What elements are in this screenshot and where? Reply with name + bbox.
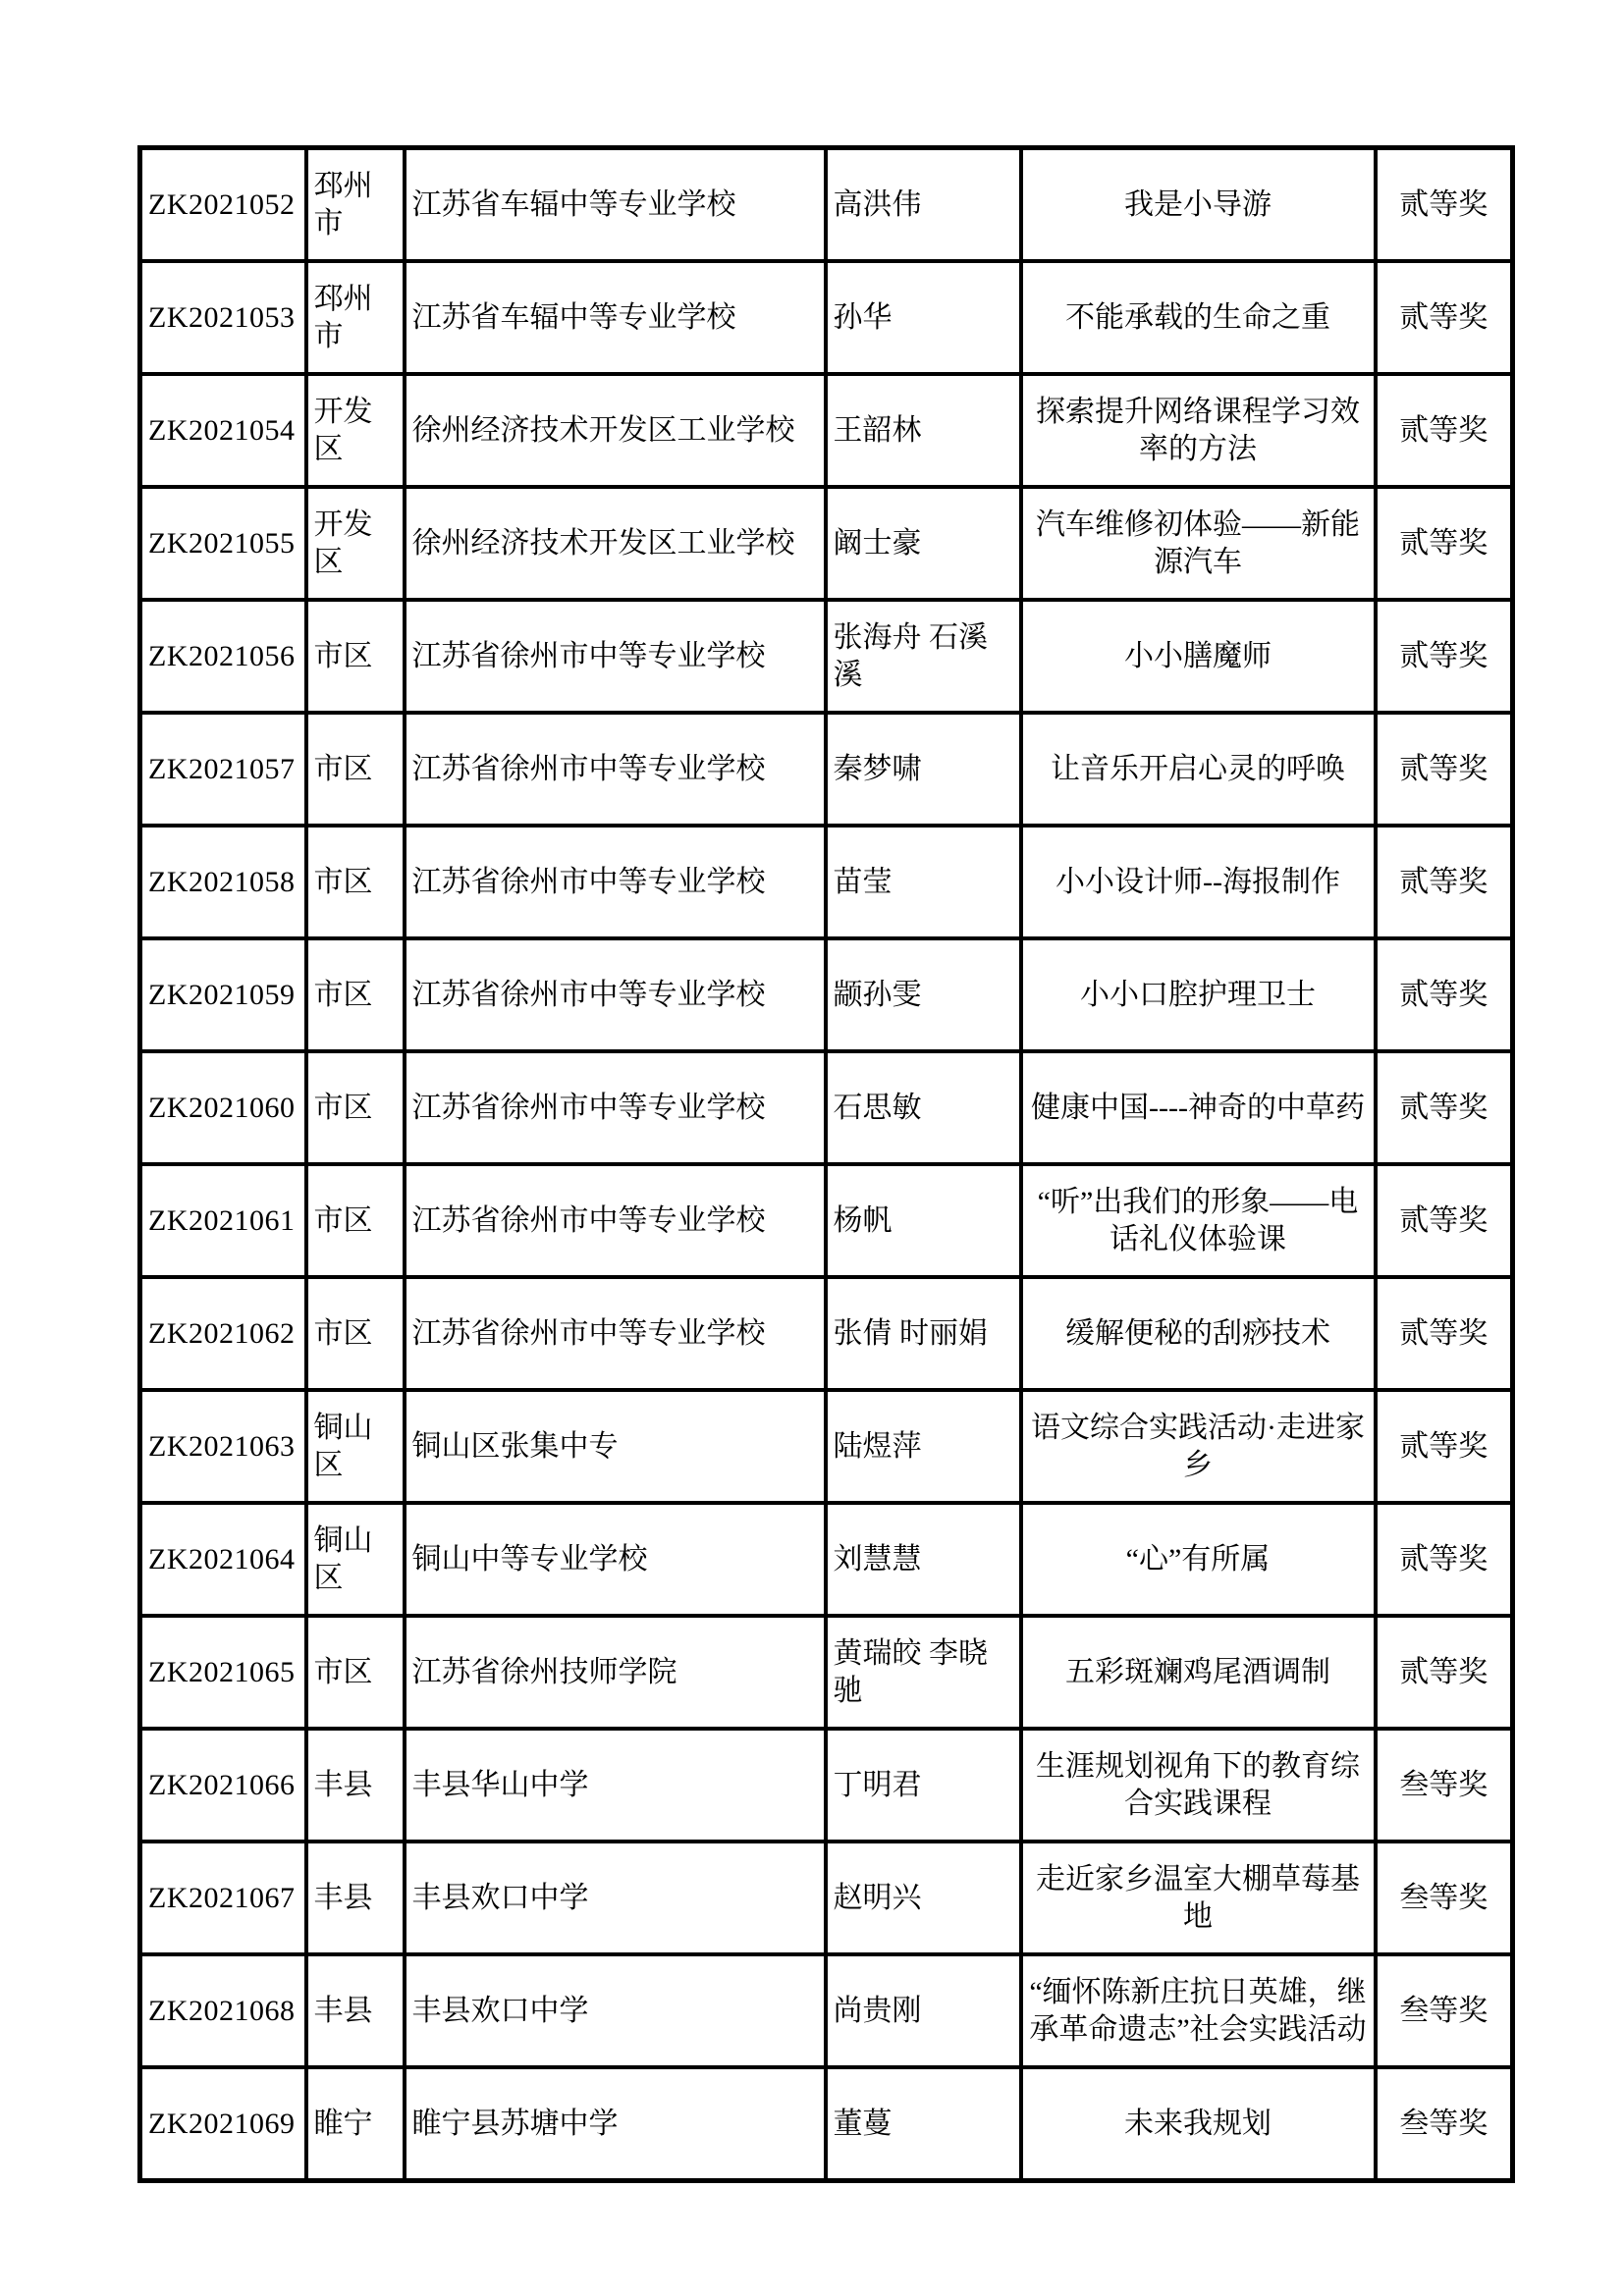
cell-entry-id: ZK2021061 bbox=[140, 1164, 306, 1277]
cell-name: 尚贵刚 bbox=[826, 1954, 1021, 2067]
table-row bbox=[140, 374, 1513, 487]
cell-school: 铜山区张集中专 bbox=[405, 1390, 826, 1503]
table-row bbox=[140, 1729, 1513, 1842]
cell-title: 小小口腔护理卫士 bbox=[1021, 938, 1376, 1051]
awards-table bbox=[137, 145, 1515, 2183]
cell-entry-id: ZK2021068 bbox=[140, 1954, 306, 2067]
cell-school: 江苏省车辐中等专业学校 bbox=[405, 148, 826, 262]
table-row bbox=[140, 826, 1513, 938]
cell-region: 丰县 bbox=[306, 1842, 405, 1954]
table-row bbox=[140, 1842, 1513, 1954]
cell-region: 铜山区 bbox=[306, 1503, 405, 1616]
cell-title: 语文综合实践活动·走进家乡 bbox=[1021, 1390, 1376, 1503]
cell-name: 陆煜萍 bbox=[826, 1390, 1021, 1503]
table-row bbox=[140, 487, 1513, 600]
cell-title: “心”有所属 bbox=[1021, 1503, 1376, 1616]
cell-school: 徐州经济技术开发区工业学校 bbox=[405, 374, 826, 487]
cell-entry-id: ZK2021066 bbox=[140, 1729, 306, 1842]
cell-name: 杨帆 bbox=[826, 1164, 1021, 1277]
cell-name: 石思敏 bbox=[826, 1051, 1021, 1164]
cell-award: 贰等奖 bbox=[1376, 1164, 1513, 1277]
cell-school: 丰县欢口中学 bbox=[405, 1842, 826, 1954]
cell-school: 铜山中等专业学校 bbox=[405, 1503, 826, 1616]
cell-school: 江苏省徐州技师学院 bbox=[405, 1616, 826, 1729]
cell-name: 董蔓 bbox=[826, 2067, 1021, 2181]
cell-title: 小小膳魔师 bbox=[1021, 600, 1376, 713]
cell-entry-id: ZK2021056 bbox=[140, 600, 306, 713]
cell-award: 叁等奖 bbox=[1376, 2067, 1513, 2181]
table-row bbox=[140, 2067, 1513, 2181]
cell-region: 市区 bbox=[306, 600, 405, 713]
cell-award: 贰等奖 bbox=[1376, 148, 1513, 262]
cell-title: 我是小导游 bbox=[1021, 148, 1376, 262]
cell-name: 黄瑞皎 李晓驰 bbox=[826, 1616, 1021, 1729]
cell-title: 走近家乡温室大棚草莓基地 bbox=[1021, 1842, 1376, 1954]
cell-entry-id: ZK2021060 bbox=[140, 1051, 306, 1164]
cell-school: 江苏省徐州市中等专业学校 bbox=[405, 713, 826, 826]
cell-name: 赵明兴 bbox=[826, 1842, 1021, 1954]
cell-entry-id: ZK2021057 bbox=[140, 713, 306, 826]
cell-entry-id: ZK2021063 bbox=[140, 1390, 306, 1503]
cell-award: 贰等奖 bbox=[1376, 1390, 1513, 1503]
table-row bbox=[140, 148, 1513, 262]
cell-name: 张倩 时丽娟 bbox=[826, 1277, 1021, 1390]
table-row bbox=[140, 938, 1513, 1051]
cell-award: 贰等奖 bbox=[1376, 713, 1513, 826]
cell-title: 健康中国----神奇的中草药 bbox=[1021, 1051, 1376, 1164]
cell-entry-id: ZK2021054 bbox=[140, 374, 306, 487]
cell-title: “听”出我们的形象——电话礼仪体验课 bbox=[1021, 1164, 1376, 1277]
table-row bbox=[140, 1616, 1513, 1729]
cell-school: 徐州经济技术开发区工业学校 bbox=[405, 487, 826, 600]
cell-award: 贰等奖 bbox=[1376, 826, 1513, 938]
cell-region: 开发区 bbox=[306, 487, 405, 600]
cell-school: 睢宁县苏塘中学 bbox=[405, 2067, 826, 2181]
cell-title: 汽车维修初体验——新能源汽车 bbox=[1021, 487, 1376, 600]
cell-region: 市区 bbox=[306, 713, 405, 826]
cell-school: 江苏省徐州市中等专业学校 bbox=[405, 600, 826, 713]
cell-entry-id: ZK2021058 bbox=[140, 826, 306, 938]
cell-region: 丰县 bbox=[306, 1729, 405, 1842]
table-row bbox=[140, 1503, 1513, 1616]
cell-region: 铜山区 bbox=[306, 1390, 405, 1503]
cell-award: 贰等奖 bbox=[1376, 487, 1513, 600]
cell-entry-id: ZK2021067 bbox=[140, 1842, 306, 1954]
cell-award: 叁等奖 bbox=[1376, 1954, 1513, 2067]
cell-name: 孙华 bbox=[826, 261, 1021, 374]
cell-school: 江苏省徐州市中等专业学校 bbox=[405, 1051, 826, 1164]
cell-name: 王韶林 bbox=[826, 374, 1021, 487]
cell-title: 不能承载的生命之重 bbox=[1021, 261, 1376, 374]
cell-entry-id: ZK2021069 bbox=[140, 2067, 306, 2181]
cell-name: 秦梦啸 bbox=[826, 713, 1021, 826]
cell-name: 刘慧慧 bbox=[826, 1503, 1021, 1616]
cell-award: 贰等奖 bbox=[1376, 600, 1513, 713]
awards-table-body bbox=[140, 148, 1513, 2181]
cell-name: 丁明君 bbox=[826, 1729, 1021, 1842]
cell-school: 江苏省徐州市中等专业学校 bbox=[405, 826, 826, 938]
cell-name: 张海舟 石溪溪 bbox=[826, 600, 1021, 713]
table-row bbox=[140, 1390, 1513, 1503]
cell-title: 未来我规划 bbox=[1021, 2067, 1376, 2181]
cell-name: 苗莹 bbox=[826, 826, 1021, 938]
cell-school: 江苏省徐州市中等专业学校 bbox=[405, 1164, 826, 1277]
cell-region: 开发区 bbox=[306, 374, 405, 487]
cell-title: 小小设计师--海报制作 bbox=[1021, 826, 1376, 938]
cell-award: 贰等奖 bbox=[1376, 1503, 1513, 1616]
cell-school: 江苏省车辐中等专业学校 bbox=[405, 261, 826, 374]
cell-name: 阚士豪 bbox=[826, 487, 1021, 600]
cell-school: 江苏省徐州市中等专业学校 bbox=[405, 1277, 826, 1390]
cell-region: 市区 bbox=[306, 1277, 405, 1390]
cell-entry-id: ZK2021062 bbox=[140, 1277, 306, 1390]
table-row bbox=[140, 261, 1513, 374]
cell-region: 市区 bbox=[306, 1051, 405, 1164]
table-row bbox=[140, 1164, 1513, 1277]
table-row bbox=[140, 1051, 1513, 1164]
cell-region: 市区 bbox=[306, 1616, 405, 1729]
cell-school: 江苏省徐州市中等专业学校 bbox=[405, 938, 826, 1051]
table-row bbox=[140, 1954, 1513, 2067]
cell-entry-id: ZK2021052 bbox=[140, 148, 306, 262]
cell-school: 丰县华山中学 bbox=[405, 1729, 826, 1842]
cell-region: 邳州市 bbox=[306, 261, 405, 374]
cell-entry-id: ZK2021059 bbox=[140, 938, 306, 1051]
table-row bbox=[140, 1277, 1513, 1390]
cell-entry-id: ZK2021064 bbox=[140, 1503, 306, 1616]
cell-award: 贰等奖 bbox=[1376, 938, 1513, 1051]
cell-award: 叁等奖 bbox=[1376, 1842, 1513, 1954]
cell-name: 颛孙雯 bbox=[826, 938, 1021, 1051]
cell-school: 丰县欢口中学 bbox=[405, 1954, 826, 2067]
cell-entry-id: ZK2021065 bbox=[140, 1616, 306, 1729]
cell-award: 贰等奖 bbox=[1376, 1277, 1513, 1390]
cell-name: 高洪伟 bbox=[826, 148, 1021, 262]
cell-title: “缅怀陈新庄抗日英雄，继承革命遗志”社会实践活动 bbox=[1021, 1954, 1376, 2067]
cell-award: 贰等奖 bbox=[1376, 261, 1513, 374]
cell-title: 缓解便秘的刮痧技术 bbox=[1021, 1277, 1376, 1390]
cell-title: 探索提升网络课程学习效率的方法 bbox=[1021, 374, 1376, 487]
cell-title: 五彩斑斓鸡尾酒调制 bbox=[1021, 1616, 1376, 1729]
cell-region: 丰县 bbox=[306, 1954, 405, 2067]
cell-award: 贰等奖 bbox=[1376, 1051, 1513, 1164]
cell-region: 睢宁 bbox=[306, 2067, 405, 2181]
cell-award: 叁等奖 bbox=[1376, 1729, 1513, 1842]
cell-award: 贰等奖 bbox=[1376, 374, 1513, 487]
cell-region: 市区 bbox=[306, 826, 405, 938]
table-row bbox=[140, 713, 1513, 826]
cell-region: 邳州市 bbox=[306, 148, 405, 262]
cell-award: 贰等奖 bbox=[1376, 1616, 1513, 1729]
table-row bbox=[140, 600, 1513, 713]
cell-region: 市区 bbox=[306, 938, 405, 1051]
cell-region: 市区 bbox=[306, 1164, 405, 1277]
cell-title: 生涯规划视角下的教育综合实践课程 bbox=[1021, 1729, 1376, 1842]
cell-entry-id: ZK2021055 bbox=[140, 487, 306, 600]
cell-entry-id: ZK2021053 bbox=[140, 261, 306, 374]
cell-title: 让音乐开启心灵的呼唤 bbox=[1021, 713, 1376, 826]
